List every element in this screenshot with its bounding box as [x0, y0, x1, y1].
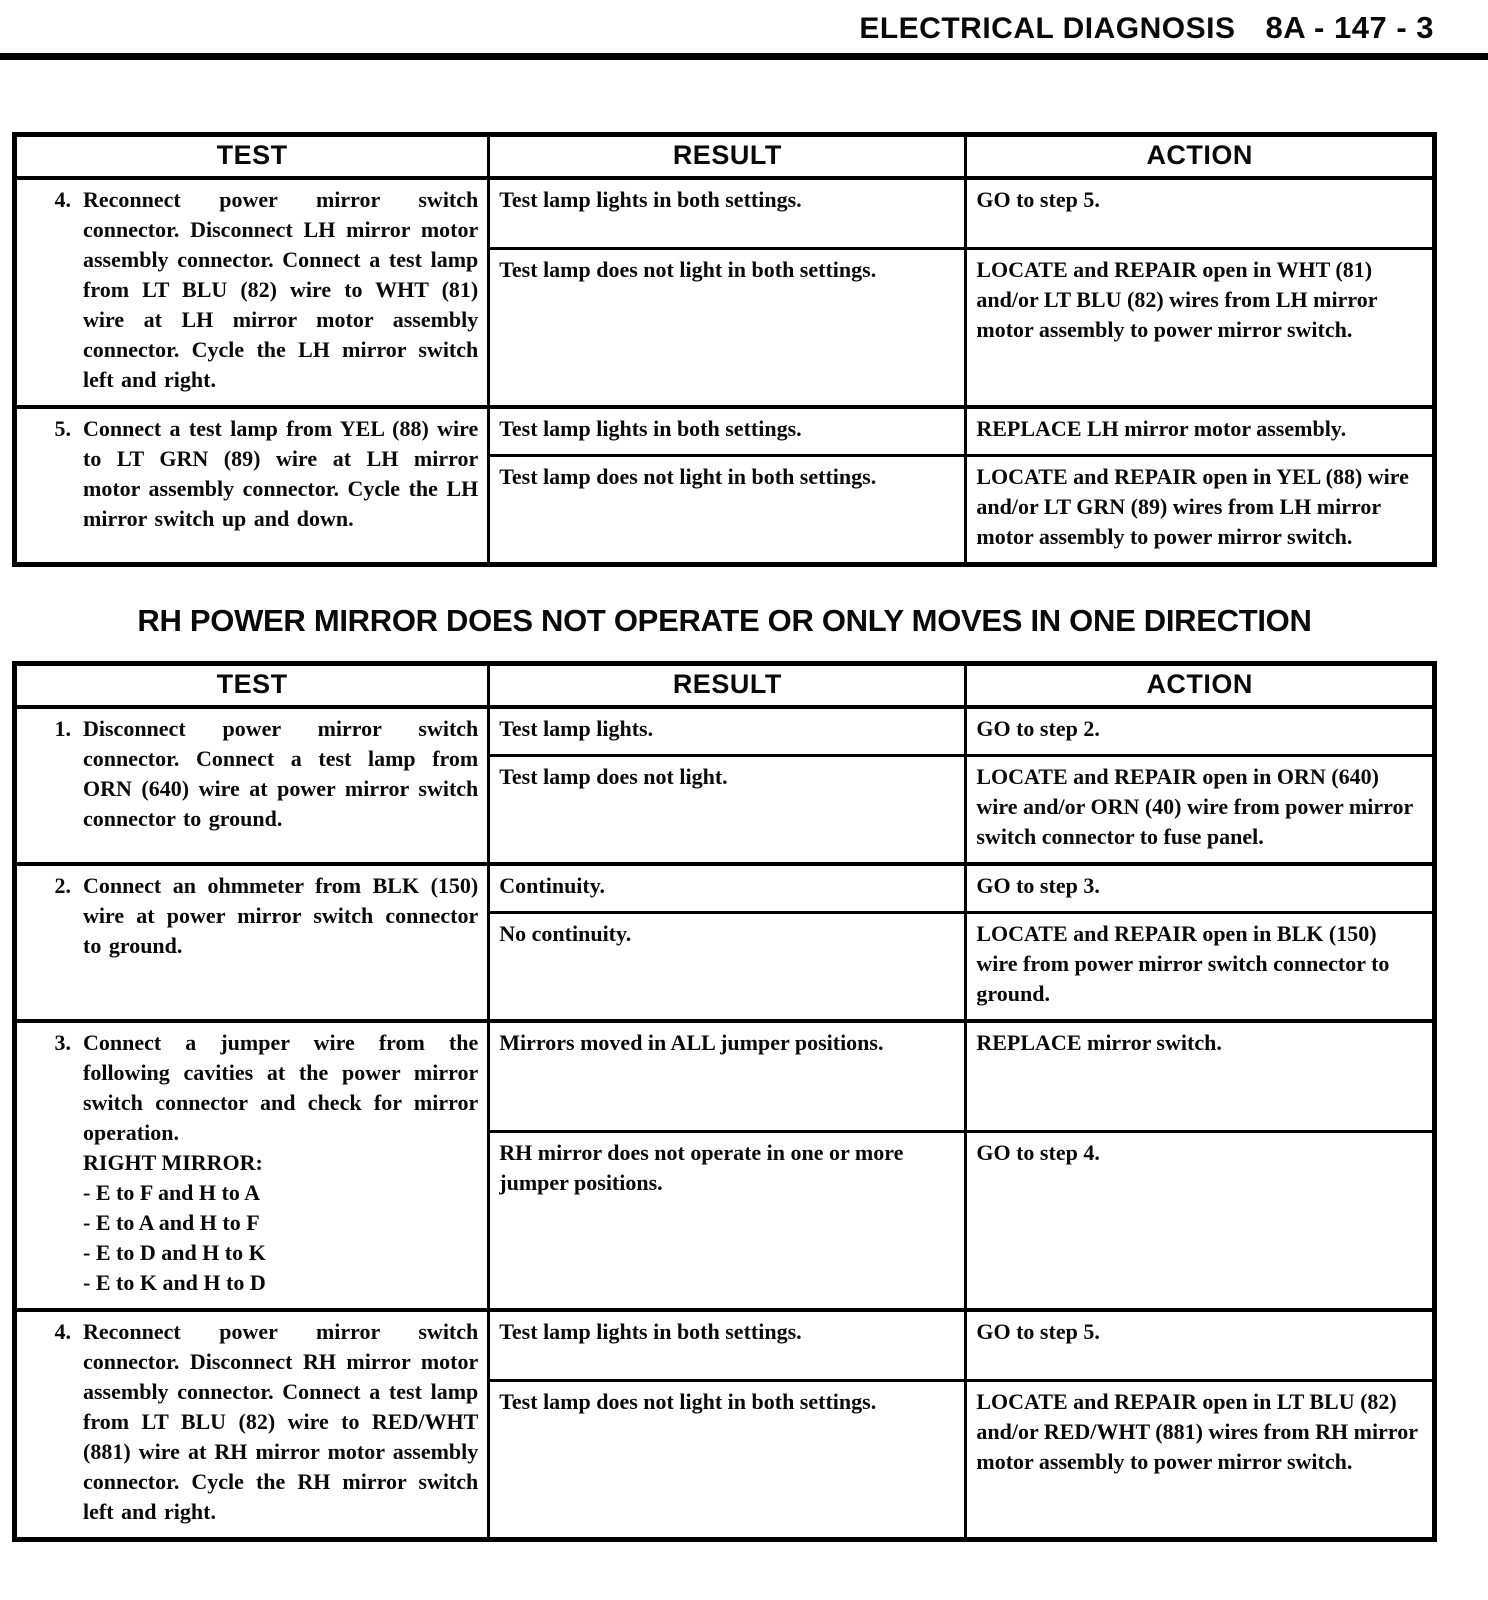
- test-text-line: - E to A and H to F: [83, 1210, 260, 1235]
- test-text-line: - E to D and H to K: [83, 1240, 266, 1265]
- result-cell: Test lamp lights in both settings.: [489, 1310, 966, 1381]
- test-text-line: RIGHT MIRROR:: [83, 1150, 263, 1175]
- table-row: [15, 1021, 1435, 1131]
- action-cell: REPLACE mirror switch.: [966, 1021, 1435, 1131]
- table-row: [15, 864, 1435, 913]
- step-number: 4.: [54, 1319, 71, 1344]
- page-number: 8A - 147 - 3: [1265, 10, 1434, 45]
- step-number: 2.: [54, 873, 71, 898]
- result-cell: Test lamp lights in both settings.: [489, 407, 966, 456]
- action-cell: LOCATE and REPAIR open in LT BLU (82) and/or RED/WHT (881) wires from RH mirror motor assembly to power mirror switch.: [966, 1381, 1435, 1540]
- action-cell: GO to step 3.: [966, 864, 1435, 913]
- column-header-test: TEST: [15, 664, 489, 708]
- action-cell: LOCATE and REPAIR open in ORN (640) wire and/or ORN (40) wire from power mirror switch connector to fuse panel.: [966, 756, 1435, 865]
- table-row: [15, 1310, 1435, 1381]
- result-cell: Test lamp does not light in both settings.: [489, 1381, 966, 1540]
- rh-mirror-diagnosis-table-container: [12, 661, 1437, 1542]
- column-header-result: RESULT: [489, 135, 966, 179]
- result-cell: RH mirror does not operate in one or more jumper positions.: [489, 1131, 966, 1310]
- action-cell: LOCATE and REPAIR open in BLK (150) wire from power mirror switch connector to ground.: [966, 913, 1435, 1022]
- lh-power-mirror-diagnosis-table: [12, 132, 1437, 567]
- column-header-test: TEST: [15, 135, 489, 179]
- test-text-line: Connect an ohmmeter from BLK (150) wire at power mirror switch connector to ground.: [83, 873, 479, 958]
- result-cell: Test lamp does not light in both settings.: [489, 456, 966, 565]
- test-text-line: - E to F and H to A: [83, 1180, 261, 1205]
- test-cell: [15, 407, 489, 565]
- step-number: 3.: [54, 1030, 71, 1055]
- test-text-line: Reconnect power mirror switch connector. Disconnect RH mirror motor assembly connector. Connect a test lamp from LT BLU (82) wire to RED/WHT (881) wire at RH mirror motor assembly connector. Cycle the RH mirror switch left and right.: [83, 1319, 479, 1524]
- test-text-line: Connect a test lamp from YEL (88) wire to LT GRN (89) wire at LH mirror motor assembly connector. Cycle the LH mirror switch up and down.: [83, 416, 479, 531]
- result-cell: Test lamp does not light.: [489, 756, 966, 865]
- action-cell: GO to step 5.: [966, 178, 1435, 249]
- test-text-line: Reconnect power mirror switch connector. Disconnect LH mirror motor assembly connector. Connect a test lamp from LT BLU (82) wire to WHT (81) wire at LH mirror motor assembly connector. Cycle the LH mirror switch left and right.: [83, 187, 479, 392]
- column-header-action: ACTION: [966, 135, 1435, 179]
- table-row: [15, 707, 1435, 756]
- rh-power-mirror-diagnosis-table: [12, 661, 1437, 1542]
- column-header-action: ACTION: [966, 664, 1435, 708]
- test-cell: [15, 707, 489, 864]
- test-text-line: Connect a jumper wire from the following cavities at the power mirror switch connector and check for mirror operation.: [83, 1030, 479, 1145]
- test-cell: [15, 178, 489, 407]
- action-cell: REPLACE LH mirror motor assembly.: [966, 407, 1435, 456]
- step-number: 1.: [54, 716, 71, 741]
- result-cell: Test lamp lights.: [489, 707, 966, 756]
- table-header-row: [15, 664, 1435, 708]
- header-rule: [0, 53, 1488, 60]
- result-cell: Test lamp lights in both settings.: [489, 178, 966, 249]
- test-text-line: - E to K and H to D: [83, 1270, 266, 1295]
- lh-mirror-diagnosis-table-container: [12, 132, 1437, 567]
- test-cell: [15, 864, 489, 1021]
- column-header-result: RESULT: [489, 664, 966, 708]
- page-body: [12, 132, 1437, 1542]
- action-cell: GO to step 5.: [966, 1310, 1435, 1381]
- step-number: 4.: [54, 187, 71, 212]
- section-heading: RH POWER MIRROR DOES NOT OPERATE OR ONLY MOVES IN ONE DIRECTION: [137, 603, 1312, 638]
- test-cell: [15, 1310, 489, 1540]
- action-cell: GO to step 2.: [966, 707, 1435, 756]
- page-title: [0, 10, 1488, 46]
- result-cell: No continuity.: [489, 913, 966, 1022]
- result-cell: Test lamp does not light in both settings.: [489, 249, 966, 407]
- table-header-row: [15, 135, 1435, 179]
- result-cell: Mirrors moved in ALL jumper positions.: [489, 1021, 966, 1131]
- test-text-line: Disconnect power mirror switch connector. Connect a test lamp from ORN (640) wire at power mirror switch connector to ground.: [83, 716, 479, 831]
- test-cell: [15, 1021, 489, 1310]
- page-header: [0, 0, 1488, 60]
- action-cell: LOCATE and REPAIR open in WHT (81) and/or LT BLU (82) wires from LH mirror motor assembly to power mirror switch.: [966, 249, 1435, 407]
- result-cell: Continuity.: [489, 864, 966, 913]
- step-number: 5.: [54, 416, 71, 441]
- table-row: [15, 178, 1435, 249]
- page-title-text: ELECTRICAL DIAGNOSIS: [859, 12, 1236, 45]
- action-cell: GO to step 4.: [966, 1131, 1435, 1310]
- table-row: [15, 407, 1435, 456]
- action-cell: LOCATE and REPAIR open in YEL (88) wire and/or LT GRN (89) wires from LH mirror motor assembly to power mirror switch.: [966, 456, 1435, 565]
